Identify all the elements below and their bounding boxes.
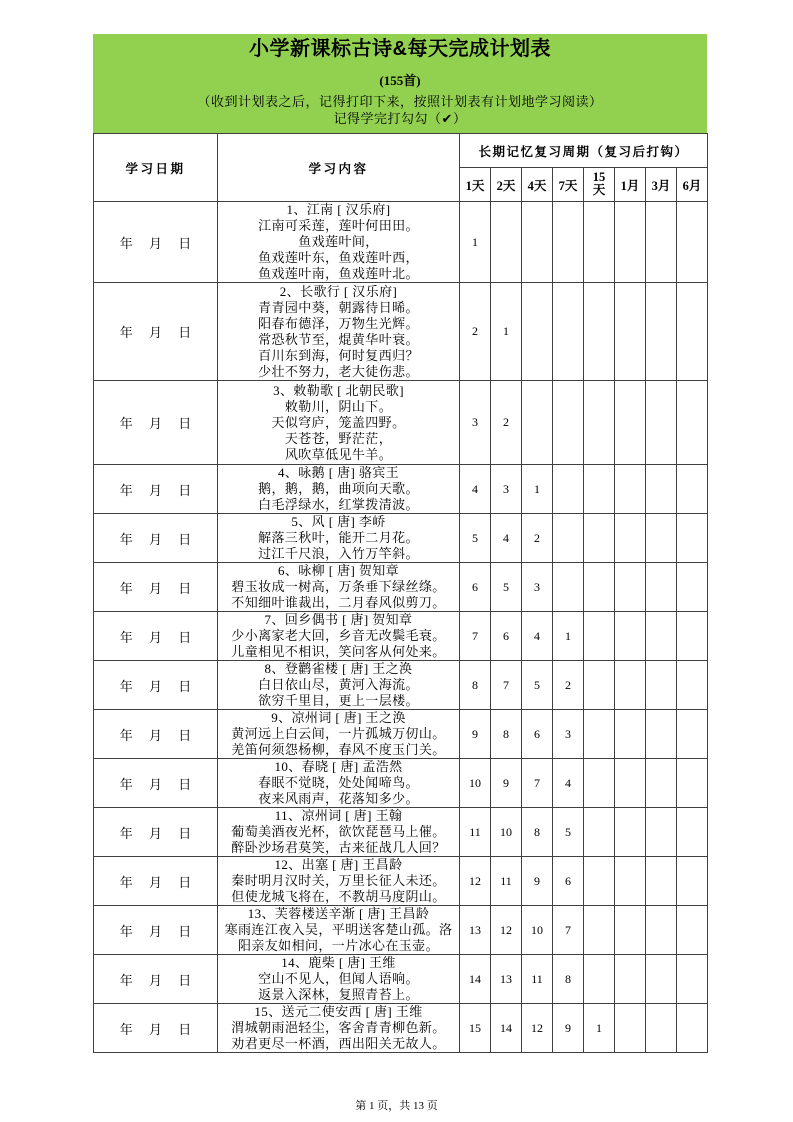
- review-cell-1-day: 13: [460, 906, 491, 955]
- review-cell-2-day: 11: [491, 857, 522, 906]
- plan-row: [94, 857, 708, 906]
- poem-line: 白毛浮绿水，红掌拨清波。: [258, 497, 419, 512]
- review-cell-7-day: [553, 381, 584, 465]
- review-cell-1-day: 10: [460, 759, 491, 808]
- poem-line: 少小离家老大回，乡音无改鬓毛衰。: [231, 628, 446, 643]
- poem-title: 1、江南 [ 汉乐府]: [286, 202, 391, 217]
- review-cell-6-month: [677, 612, 708, 661]
- poem-title: 10、春晓 [ 唐] 孟浩然: [274, 759, 403, 774]
- poem-line: 儿童相见不相识，笑问客从何处来。: [231, 644, 446, 659]
- plan-row: [94, 1004, 708, 1053]
- review-cell-1-day: 7: [460, 612, 491, 661]
- plan-row: [94, 563, 708, 612]
- header-review-1-day: 1天: [460, 168, 491, 202]
- poem-line: 敕勒川，阴山下。: [284, 398, 393, 414]
- review-cell-3-month: [646, 202, 677, 283]
- review-cell-2-day: 1: [491, 283, 522, 381]
- plan-row: [94, 759, 708, 808]
- review-cell-6-month: [677, 283, 708, 381]
- review-cell-6-month: [677, 759, 708, 808]
- study-content-cell: [218, 612, 460, 661]
- header-review-4-day: 4天: [522, 168, 553, 202]
- header-study-date: 学习日期: [94, 134, 218, 202]
- review-cell-7-day: 8: [553, 955, 584, 1004]
- review-cell-4-day: 9: [522, 857, 553, 906]
- study-date-cell: 年 月 日: [94, 612, 218, 661]
- review-cell-2-day: [491, 202, 522, 283]
- review-cell-4-day: 5: [522, 661, 553, 710]
- study-content-cell: [218, 465, 460, 514]
- study-date-cell: 年 月 日: [94, 710, 218, 759]
- review-cell-15-day: [584, 612, 615, 661]
- poem-line: 天苍苍，野茫茫，: [284, 430, 393, 446]
- review-cell-3-month: [646, 283, 677, 381]
- poem-line: 欲穷千里目，更上一层楼。: [258, 693, 419, 708]
- poem-line: 鱼戏莲叶间，: [298, 234, 379, 249]
- review-cell-1-month: [615, 612, 646, 661]
- review-cell-6-month: [677, 563, 708, 612]
- plan-row: [94, 661, 708, 710]
- poem-title: 13、芙蓉楼送辛渐 [ 唐] 王昌龄: [247, 906, 430, 921]
- poem-line: 碧玉妆成一树高，万条垂下绿丝绦。: [231, 579, 446, 594]
- review-cell-6-month: [677, 955, 708, 1004]
- header-review-15-day: [584, 168, 615, 202]
- review-cell-1-month: [615, 759, 646, 808]
- review-cell-1-month: [615, 514, 646, 563]
- review-cell-15-day: [584, 381, 615, 465]
- review-cell-3-month: [646, 514, 677, 563]
- study-content-cell: [218, 381, 460, 465]
- plan-row: [94, 283, 708, 381]
- review-cell-6-month: [677, 808, 708, 857]
- review-cell-1-day: 11: [460, 808, 491, 857]
- plan-row: [94, 955, 708, 1004]
- poem-line: 但使龙城飞将在，不教胡马度阴山。: [231, 889, 446, 904]
- study-content-cell: [218, 202, 460, 283]
- study-date-cell: 年 月 日: [94, 202, 218, 283]
- review-cell-7-day: 7: [553, 906, 584, 955]
- review-cell-6-month: [677, 661, 708, 710]
- review-cell-7-day: 3: [553, 710, 584, 759]
- poem-line: 过江千尺浪，入竹万竿斜。: [258, 546, 419, 561]
- review-cell-15-day: [584, 465, 615, 514]
- poem-line: 醉卧沙场君莫笑，古来征战几人回？: [231, 840, 446, 855]
- poem-line: 不知细叶谁裁出，二月春风似剪刀。: [231, 595, 446, 610]
- review-cell-7-day: 4: [553, 759, 584, 808]
- review-cell-4-day: 2: [522, 514, 553, 563]
- review-cell-2-day: 14: [491, 1004, 522, 1053]
- study-date-cell: 年 月 日: [94, 759, 218, 808]
- poem-line: 葡萄美酒夜光杯，欲饮琵琶马上催。: [231, 824, 446, 839]
- table-header: [94, 134, 708, 202]
- poem-line: 空山不见人，但闻人语响。: [258, 971, 419, 986]
- review-cell-15-day: 1: [584, 1004, 615, 1053]
- review-cell-1-day: 8: [460, 661, 491, 710]
- review-cell-1-month: [615, 202, 646, 283]
- plan-row: [94, 710, 708, 759]
- review-cell-7-day: 9: [553, 1004, 584, 1053]
- review-cell-3-month: [646, 808, 677, 857]
- poem-line: 江南可采莲，莲叶何田田。: [258, 218, 419, 233]
- review-cell-1-month: [615, 563, 646, 612]
- poem-title: 8、登鹳雀楼 [ 唐] 王之涣: [264, 661, 413, 676]
- review-cell-15-day: [584, 283, 615, 381]
- header-review-1-month: 1月: [615, 168, 646, 202]
- review-cell-4-day: 4: [522, 612, 553, 661]
- review-cell-6-month: [677, 514, 708, 563]
- plan-row: [94, 514, 708, 563]
- study-date-cell: 年 月 日: [94, 955, 218, 1004]
- review-cell-1-day: 5: [460, 514, 491, 563]
- title-banner: [93, 34, 707, 133]
- review-cell-4-day: 12: [522, 1004, 553, 1053]
- study-date-cell: 年 月 日: [94, 906, 218, 955]
- study-date-cell: 年 月 日: [94, 283, 218, 381]
- poem-title: 3、敕勒歌 [ 北朝民歌]: [273, 382, 404, 398]
- poem-line: 寒雨连江夜入吴，平明送客楚山孤。洛: [224, 922, 453, 937]
- study-content-cell: [218, 955, 460, 1004]
- review-cell-7-day: [553, 514, 584, 563]
- review-cell-4-day: 6: [522, 710, 553, 759]
- review-cell-3-month: [646, 955, 677, 1004]
- poem-line: 春眠不觉晓，处处闻啼鸟。: [258, 775, 419, 790]
- checkmark-reminder: 记得学完打勾勾（✔）: [333, 111, 467, 126]
- review-cell-4-day: 11: [522, 955, 553, 1004]
- review-cell-6-month: [677, 857, 708, 906]
- poem-line: 鹅，鹅，鹅，曲项向天歌。: [258, 481, 419, 496]
- review-cell-1-month: [615, 465, 646, 514]
- review-cell-15-day: [584, 857, 615, 906]
- review-cell-15-day: [584, 514, 615, 563]
- review-cell-1-day: 4: [460, 465, 491, 514]
- review-cell-3-month: [646, 857, 677, 906]
- review-cell-2-day: 2: [491, 381, 522, 465]
- poem-line: 阳亲友如相问，一片冰心在玉壶。: [237, 938, 439, 953]
- review-cell-1-day: 1: [460, 202, 491, 283]
- review-cell-15-day: [584, 808, 615, 857]
- review-cell-6-month: [677, 381, 708, 465]
- review-cell-1-month: [615, 808, 646, 857]
- study-content-cell: [218, 661, 460, 710]
- review-cell-1-day: 9: [460, 710, 491, 759]
- plan-row: [94, 906, 708, 955]
- study-content-cell: [218, 906, 460, 955]
- review-cell-1-month: [615, 661, 646, 710]
- poem-line: 劝君更尽一杯酒，西出阳关无故人。: [231, 1036, 446, 1051]
- review-cell-3-month: [646, 1004, 677, 1053]
- study-date-cell: 年 月 日: [94, 857, 218, 906]
- review-cell-7-day: 2: [553, 661, 584, 710]
- header-review-6-month: 6月: [677, 168, 708, 202]
- poem-title: 11、凉州词 [ 唐] 王翰: [274, 808, 403, 823]
- poem-line: 黄河远上白云间，一片孤城万仞山。: [231, 726, 446, 741]
- poem-title: 7、回乡偶书 [ 唐] 贺知章: [264, 612, 413, 627]
- review-cell-1-month: [615, 283, 646, 381]
- review-cell-1-day: 6: [460, 563, 491, 612]
- poem-line: 风吹草低见牛羊。: [284, 446, 393, 462]
- review-cell-4-day: 3: [522, 563, 553, 612]
- review-cell-2-day: 6: [491, 612, 522, 661]
- poem-line: 天似穹庐，笼盖四野。: [271, 414, 406, 430]
- review-cell-6-month: [677, 710, 708, 759]
- review-cell-2-day: 10: [491, 808, 522, 857]
- study-content-cell: [218, 759, 460, 808]
- review-cell-1-month: [615, 857, 646, 906]
- poem-line: 夜来风雨声，花落知多少。: [258, 791, 419, 806]
- review-cell-3-month: [646, 759, 677, 808]
- review-cell-3-month: [646, 710, 677, 759]
- review-cell-15-day: [584, 710, 615, 759]
- page-title: 小学新课标古诗&每天完成计划表: [249, 38, 551, 60]
- review-cell-4-day: 8: [522, 808, 553, 857]
- review-cell-2-day: 4: [491, 514, 522, 563]
- review-cell-6-month: [677, 465, 708, 514]
- poem-title: 5、风 [ 唐] 李峤: [291, 514, 386, 529]
- review-cell-7-day: 6: [553, 857, 584, 906]
- poem-title: 12、出塞 [ 唐] 王昌龄: [274, 857, 403, 872]
- review-cell-4-day: 7: [522, 759, 553, 808]
- review-cell-3-month: [646, 465, 677, 514]
- review-cell-2-day: 5: [491, 563, 522, 612]
- poem-line: 百川东到海，何时复西归？: [258, 347, 419, 363]
- review-cell-7-day: [553, 202, 584, 283]
- review-cell-15-day: [584, 906, 615, 955]
- review-cell-6-month: [677, 202, 708, 283]
- plan-row: [94, 202, 708, 283]
- instruction-note: （收到计划表之后，记得打印下来，按照计划表有计划地学习阅读）: [197, 94, 603, 109]
- review-cell-2-day: 3: [491, 465, 522, 514]
- poem-title: 15、送元二使安西 [ 唐] 王维: [254, 1004, 423, 1019]
- review-cell-7-day: 5: [553, 808, 584, 857]
- review-cell-1-month: [615, 955, 646, 1004]
- header-review-7-day: 7天: [553, 168, 584, 202]
- review-cell-1-month: [615, 710, 646, 759]
- study-content-cell: [218, 283, 460, 381]
- poem-title: 14、鹿柴 [ 唐] 王维: [281, 955, 396, 970]
- study-date-cell: 年 月 日: [94, 808, 218, 857]
- review-cell-6-month: [677, 906, 708, 955]
- review-cell-4-day: 1: [522, 465, 553, 514]
- study-plan-table: [93, 133, 708, 1053]
- study-date-cell: 年 月 日: [94, 514, 218, 563]
- plan-row: [94, 465, 708, 514]
- header-review-2-day: 2天: [491, 168, 522, 202]
- review-cell-15-day: [584, 563, 615, 612]
- review-cell-7-day: [553, 465, 584, 514]
- poem-line: 鱼戏莲叶东，鱼戏莲叶西，: [258, 250, 419, 265]
- review-cell-4-day: [522, 202, 553, 283]
- poem-title: 6、咏柳 [ 唐] 贺知章: [277, 563, 400, 578]
- review-cell-7-day: 1: [553, 612, 584, 661]
- review-cell-1-day: 15: [460, 1004, 491, 1053]
- study-date-cell: 年 月 日: [94, 1004, 218, 1053]
- poem-line: 白日依山尽，黄河入海流。: [258, 677, 419, 692]
- poem-line: 常恐秋节至，焜黄华叶衰。: [258, 331, 419, 347]
- review-cell-3-month: [646, 612, 677, 661]
- review-cell-3-month: [646, 906, 677, 955]
- review-cell-1-day: 12: [460, 857, 491, 906]
- poem-line: 羌笛何须怨杨柳，春风不度玉门关。: [231, 742, 446, 757]
- poem-line: 返景入深林，复照青苔上。: [258, 987, 419, 1002]
- study-content-cell: [218, 857, 460, 906]
- study-date-cell: 年 月 日: [94, 381, 218, 465]
- review-cell-1-day: 2: [460, 283, 491, 381]
- poem-line: 鱼戏莲叶南，鱼戏莲叶北。: [258, 266, 419, 281]
- review-cell-3-month: [646, 381, 677, 465]
- header-row-1: [94, 134, 708, 168]
- review-cell-1-day: 3: [460, 381, 491, 465]
- poem-line: 青青园中葵，朝露待日晞。: [258, 299, 419, 315]
- review-cell-15-day: [584, 661, 615, 710]
- page-footer: 第 1 页，共 13 页: [355, 1100, 438, 1112]
- poem-title: 2、长歌行 [ 汉乐府]: [279, 283, 398, 299]
- header-review-15-day-label: 15天: [592, 170, 606, 197]
- poem-line: 秦时明月汉时关，万里长征人未还。: [231, 873, 446, 888]
- review-cell-1-month: [615, 906, 646, 955]
- review-cell-7-day: [553, 563, 584, 612]
- study-content-cell: [218, 808, 460, 857]
- plan-row: [94, 612, 708, 661]
- study-content-cell: [218, 710, 460, 759]
- review-cell-3-month: [646, 661, 677, 710]
- study-content-cell: [218, 1004, 460, 1053]
- review-cell-1-day: 14: [460, 955, 491, 1004]
- plan-row: [94, 381, 708, 465]
- review-cell-4-day: [522, 381, 553, 465]
- review-cell-15-day: [584, 202, 615, 283]
- header-review-3-month: 3月: [646, 168, 677, 202]
- plan-rows: [94, 202, 708, 1053]
- review-cell-1-month: [615, 1004, 646, 1053]
- review-cell-2-day: 8: [491, 710, 522, 759]
- review-cell-4-day: 10: [522, 906, 553, 955]
- header-review-cycle: 长期记忆复习周期（复习后打钩）: [460, 134, 708, 168]
- poem-line: 渭城朝雨浥轻尘，客舍青青柳色新。: [231, 1020, 446, 1035]
- poem-count: (155首): [379, 73, 421, 88]
- review-cell-2-day: 12: [491, 906, 522, 955]
- poem-line: 解落三秋叶，能开二月花。: [258, 530, 419, 545]
- poem-title: 9、凉州词 [ 唐] 王之涣: [271, 710, 406, 725]
- study-content-cell: [218, 563, 460, 612]
- poem-line: 少壮不努力，老大徒伤悲。: [258, 363, 419, 379]
- review-cell-15-day: [584, 955, 615, 1004]
- review-cell-2-day: 9: [491, 759, 522, 808]
- study-date-cell: 年 月 日: [94, 563, 218, 612]
- review-cell-4-day: [522, 283, 553, 381]
- review-cell-2-day: 13: [491, 955, 522, 1004]
- study-date-cell: 年 月 日: [94, 465, 218, 514]
- study-content-cell: [218, 514, 460, 563]
- review-cell-1-month: [615, 381, 646, 465]
- poem-line: 阳春布德泽，万物生光辉。: [258, 315, 419, 331]
- review-cell-3-month: [646, 563, 677, 612]
- poem-title: 4、咏鹅 [ 唐] 骆宾王: [277, 465, 400, 480]
- review-cell-7-day: [553, 283, 584, 381]
- review-cell-2-day: 7: [491, 661, 522, 710]
- header-study-content: 学习内容: [218, 134, 460, 202]
- review-cell-15-day: [584, 759, 615, 808]
- review-cell-6-month: [677, 1004, 708, 1053]
- plan-row: [94, 808, 708, 857]
- study-date-cell: 年 月 日: [94, 661, 218, 710]
